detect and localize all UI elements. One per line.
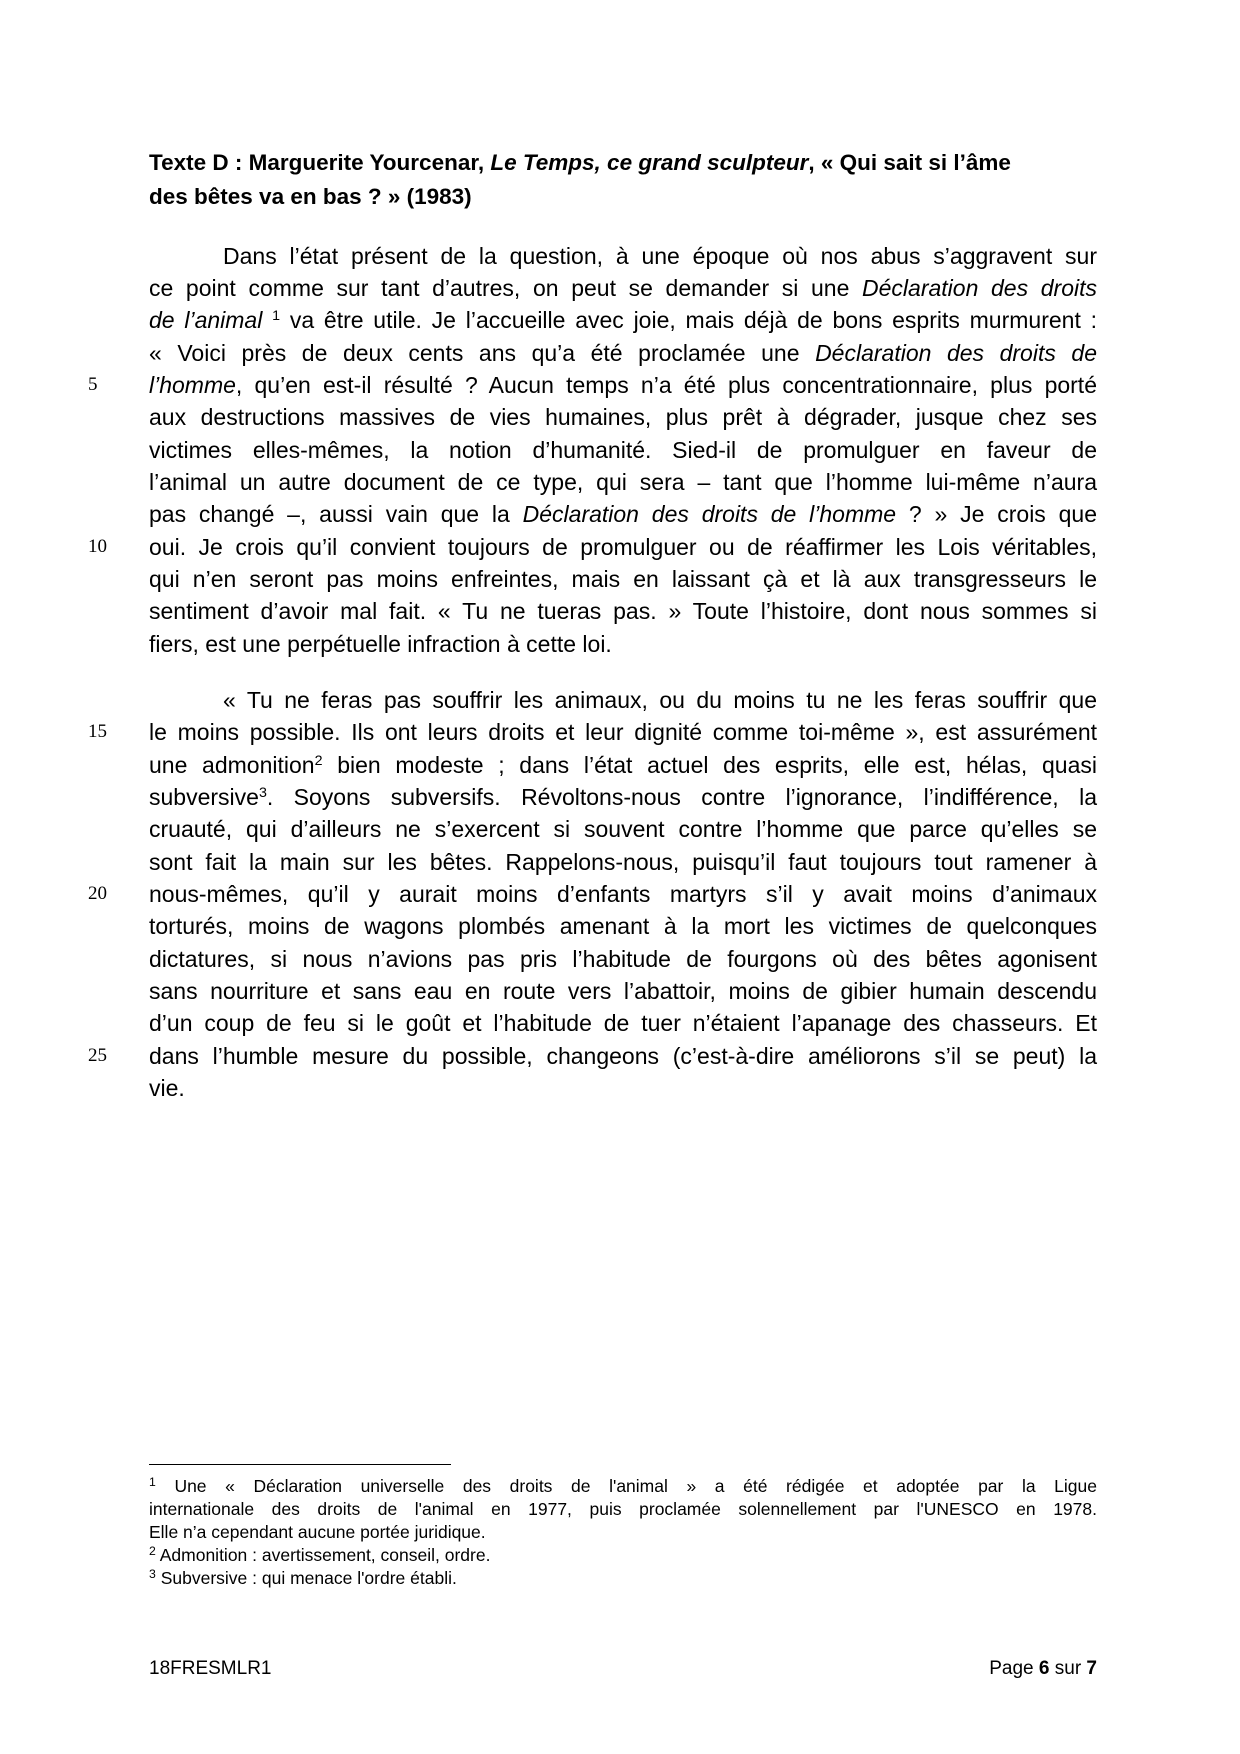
- footnote-ref-3: 3: [258, 785, 267, 802]
- text-line: torturés, moins de wagons plombés amenant à la mort les victimes de quelconques: [149, 913, 1097, 939]
- text-title: [149, 146, 1097, 214]
- line-number: 10: [88, 536, 107, 557]
- title-line-2: des bêtes va en bas ? » (1983): [149, 184, 472, 209]
- text-line: « Tu ne feras pas souffrir les animaux, ou du moins tu ne les feras souffrir que: [223, 687, 1097, 713]
- text-line: fiers, est une perpétuelle infraction à cette loi.: [149, 631, 612, 657]
- text-line: pas changé –, aussi vain que la Déclaration des droits de l’homme ? » Je crois que: [149, 501, 1098, 527]
- text-line: vie.: [149, 1075, 185, 1101]
- text-line: aux destructions massives de vies humaines, plus prêt à dégrader, jusque chez ses: [149, 404, 1097, 430]
- text-line: l’animal un autre document de ce type, qui sera – tant que l’homme lui-même n’aura: [149, 469, 1097, 495]
- text-line: oui. Je crois qu’il convient toujours de promulguer ou de réaffirmer les Lois véritables,: [149, 534, 1097, 560]
- text-line: cruauté, qui d’ailleurs ne s’exercent si souvent contre l’homme que parce qu’elles se: [149, 816, 1097, 842]
- footnotes: [149, 1475, 1097, 1590]
- text-line: le moins possible. Ils ont leurs droits et leur dignité comme toi-même », est assurément: [149, 719, 1097, 745]
- footnote-ref-1: 1: [272, 308, 281, 325]
- footnote-ref-2: 2: [314, 753, 323, 770]
- line-number: 20: [88, 883, 107, 904]
- text-line: d’un coup de feu si le goût et l’habitude de tuer n’étaient l’apanage des chasseurs. Et: [149, 1010, 1097, 1036]
- text-line: une admonition$^2$ bien modeste ; dans l’état actuel des esprits, elle est, hélas, quasi: [149, 752, 1097, 778]
- line-number: 5: [88, 374, 98, 395]
- footnote-separator: [149, 1464, 451, 1465]
- text-line: dictatures, si nous n’avions pas pris l’habitude de fourgons où des bêtes agonisent: [149, 946, 1097, 972]
- text-line: ce point comme sur tant d’autres, on peut se demander si une Déclaration des droits: [149, 275, 1097, 301]
- page-number: Page 6 sur 7: [989, 1658, 1097, 1679]
- text-line: dans l’humble mesure du possible, changeons (c’est-à-dire améliorons s’il se peut) la: [149, 1043, 1097, 1069]
- line-number: 25: [88, 1045, 107, 1066]
- footnote-1: $^1$ Une « Déclaration universelle des droits de l'animal » a été rédigée et adoptée par la Ligue: [149, 1474, 1097, 1496]
- footnote-1-cont: internationale des droits de l'animal en 1977, puis proclamée solennellement par l'UNESCO en 1978.: [149, 1499, 1097, 1519]
- text-line: victimes elles-mêmes, la notion d’humanité. Sied-il de promulguer en faveur de: [149, 437, 1097, 463]
- text-line: l’homme, qu’en est-il résulté ? Aucun temps n’a été plus concentrationnaire, plus porté: [149, 372, 1097, 398]
- text-line: sont fait la main sur les bêtes. Rappelons-nous, puisqu’il faut toujours tout ramener à: [149, 849, 1097, 875]
- book-title: Le Temps, ce grand sculpteur: [490, 150, 809, 175]
- footnote-1-end: Elle n’a cependant aucune portée juridique.: [149, 1522, 486, 1542]
- footnote-2: $^2$ Admonition : avertissement, conseil, ordre.: [149, 1543, 491, 1565]
- document-code: 18FRESMLR1: [149, 1658, 272, 1679]
- footnote-3: $^3$ Subversive : qui menace l'ordre établi.: [149, 1566, 457, 1588]
- line-number: 15: [88, 721, 107, 742]
- text-line: Dans l’état présent de la question, à une époque où nos abus s’aggravent sur: [223, 243, 1097, 269]
- text-line: « Voici près de deux cents ans qu’a été proclamée une Déclaration des droits de: [149, 340, 1097, 366]
- text-line: nous-mêmes, qu’il y aurait moins d’enfants martyrs s’il y avait moins d’animaux: [149, 881, 1097, 907]
- title-line-1: Texte D : Marguerite Yourcenar, Le Temps, ce grand sculpteur, « Qui sait si l’âme: [149, 150, 1011, 175]
- text-line: qui n’en seront pas moins enfreintes, mais en laissant çà et là aux transgresseurs le: [149, 566, 1097, 592]
- text-line: de l’animal $^1$ va être utile. Je l’accueille avec joie, mais déjà de bons esprits murmurent :: [149, 307, 1098, 333]
- text-line: sans nourriture et sans eau en route vers l’abattoir, moins de gibier humain descendu: [149, 978, 1097, 1004]
- text-line: sentiment d’avoir mal fait. « Tu ne tueras pas. » Toute l’histoire, dont nous sommes si: [149, 598, 1097, 624]
- text-line: subversive$^3$. Soyons subversifs. Révoltons-nous contre l’ignorance, l’indifférence, la: [149, 784, 1097, 810]
